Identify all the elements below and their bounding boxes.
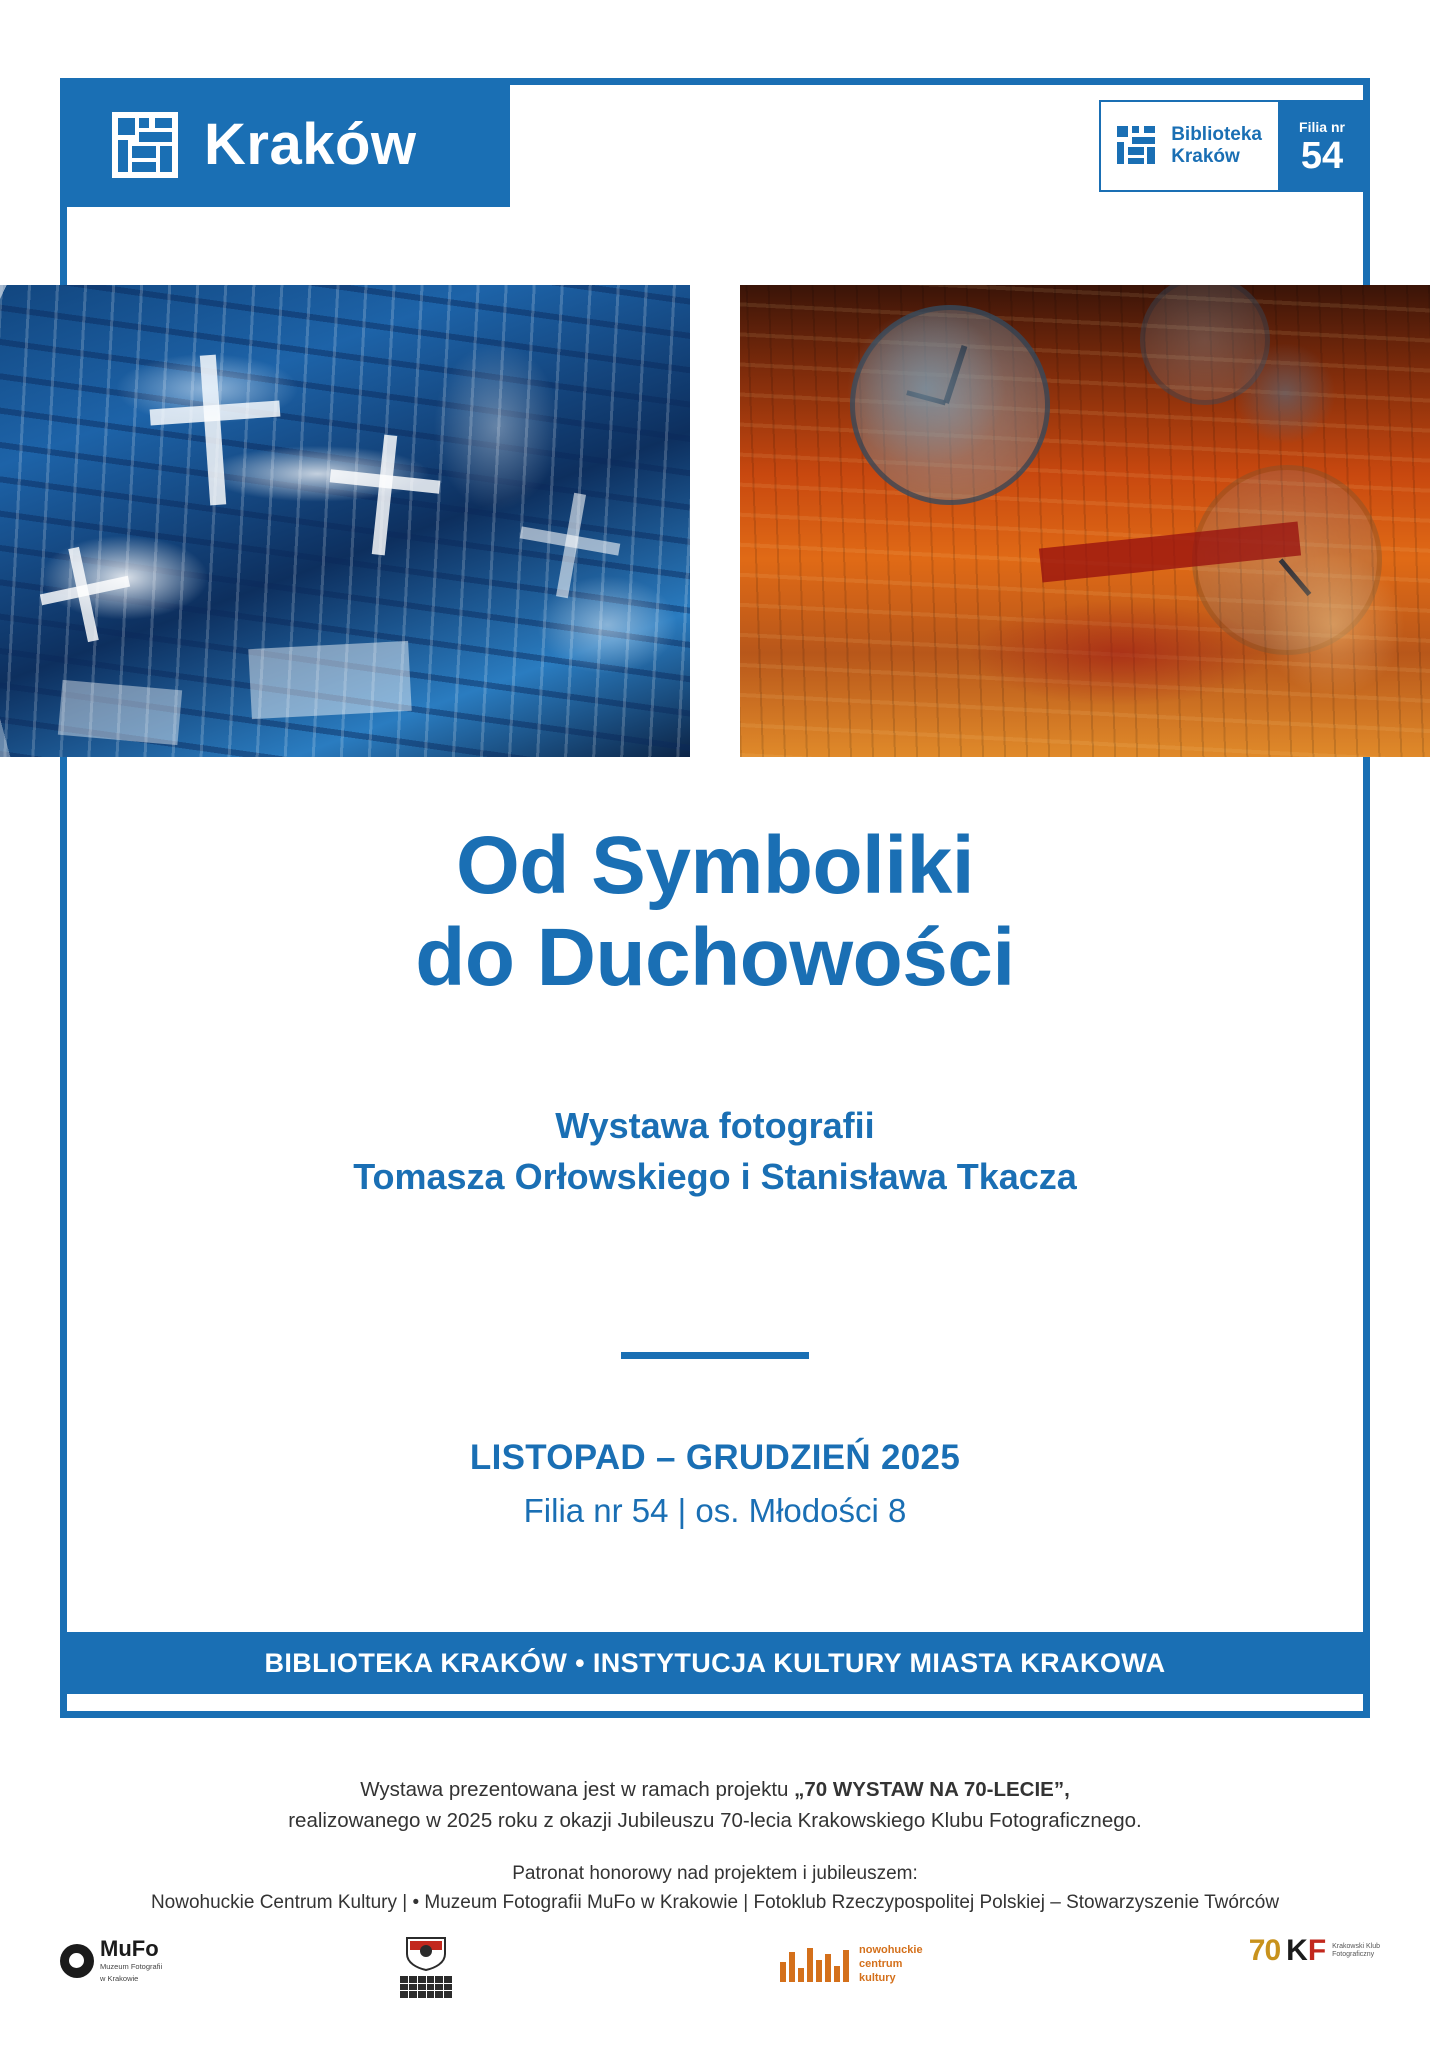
nck-line1: nowohuckie bbox=[859, 1944, 923, 1956]
institution-band: BIBLIOTEKA KRAKÓW • INSTYTUCJA KULTURY MIASTA KRAKOWA bbox=[60, 1632, 1370, 1694]
photo-blue-cemetery bbox=[0, 285, 690, 757]
nck-line3: kultury bbox=[859, 1971, 896, 1984]
kkf-sub-line2: Fotograficzny bbox=[1332, 1951, 1375, 1958]
nck-bars-icon bbox=[780, 1948, 849, 1982]
kkf-anniversary-number: 70 bbox=[1248, 1934, 1281, 1967]
sponsor-logo-row bbox=[40, 1930, 1390, 2022]
mufo-wordmark: MuFo bbox=[100, 1936, 159, 1961]
footer-patronage bbox=[40, 1860, 1390, 1917]
krakow-logo-bar bbox=[60, 82, 510, 207]
photo-blue-art bbox=[0, 285, 690, 757]
footer-line2: realizowanego w 2025 roku z okazji Jubileuszu 70-lecia Krakowskiego Klubu Fotograficznego. bbox=[288, 1808, 1142, 1832]
krakow-wordmark: Kraków bbox=[204, 111, 417, 177]
footer-line4: Nowohuckie Centrum Kultury | • Muzeum Fotografii MuFo w Krakowie | Fotoklub Rzeczypospolitej Polskiej – Stowarzyszenie Twórców bbox=[150, 1891, 1280, 1913]
kkf-letter-f: F bbox=[1307, 1934, 1327, 1967]
branch-label: Filia nr bbox=[1299, 118, 1345, 135]
kkf-letter-k: K bbox=[1286, 1934, 1308, 1967]
fotoklub-grid-icon bbox=[400, 1976, 452, 1998]
biblioteka-name bbox=[1171, 124, 1262, 169]
biblioteka-grid-icon bbox=[1115, 124, 1159, 168]
branch-badge bbox=[1278, 102, 1366, 190]
mufo-subtitle-line1: Muzeum Fotografii bbox=[100, 1962, 163, 1971]
kkf-sub-line1: Krakowski Klub bbox=[1332, 1943, 1380, 1951]
nck-line2: centrum bbox=[859, 1957, 903, 1970]
event-date: LISTOPAD – GRUDZIEŃ 2025 bbox=[469, 1438, 961, 1477]
footer-project-note bbox=[40, 1775, 1390, 1837]
subtitle-line-2: Tomasza Orłowskiego i Stanisława Tkacza bbox=[353, 1156, 1077, 1198]
mufo-subtitle-line2: w Krakowie bbox=[100, 1973, 139, 1983]
mufo-logo bbox=[60, 1938, 162, 1983]
biblioteka-krakow-badge bbox=[1099, 100, 1368, 192]
krakow-grid-icon bbox=[112, 112, 178, 178]
photo-red-clock bbox=[740, 285, 1430, 757]
fotoklub-emblem-icon bbox=[403, 1934, 449, 1972]
biblioteka-badge-left bbox=[1101, 102, 1278, 190]
title-line-2: do Duchowości bbox=[415, 911, 1015, 1003]
page-title bbox=[80, 820, 1350, 1004]
nck-logo bbox=[780, 1944, 923, 1985]
event-location: Filia nr 54 | os. Młodości 8 bbox=[523, 1492, 907, 1529]
photo-red-art bbox=[740, 285, 1430, 757]
subtitle bbox=[80, 1100, 1350, 1202]
subtitle-line-1: Wystawa fotografii bbox=[555, 1105, 875, 1146]
biblioteka-name-line1: Biblioteka bbox=[1171, 123, 1262, 145]
biblioteka-name-line2: Kraków bbox=[1171, 146, 1240, 167]
footer-line1-bold: „70 WYSTAW NA 70-LECIE”, bbox=[794, 1778, 1070, 1801]
kkf-70-logo bbox=[1249, 1934, 1380, 1968]
branch-number: 54 bbox=[1300, 134, 1344, 177]
footer-line3: Patronat honorowy nad projektem i jubileuszem: bbox=[512, 1863, 918, 1884]
title-line-1: Od Symboliki bbox=[456, 820, 974, 911]
mufo-eye-icon bbox=[60, 1944, 94, 1978]
divider-rule bbox=[621, 1352, 809, 1359]
footer-line1-prefix: Wystawa prezentowana jest w ramach projektu bbox=[360, 1778, 795, 1801]
fotoklub-rp-logo bbox=[400, 1934, 452, 1998]
